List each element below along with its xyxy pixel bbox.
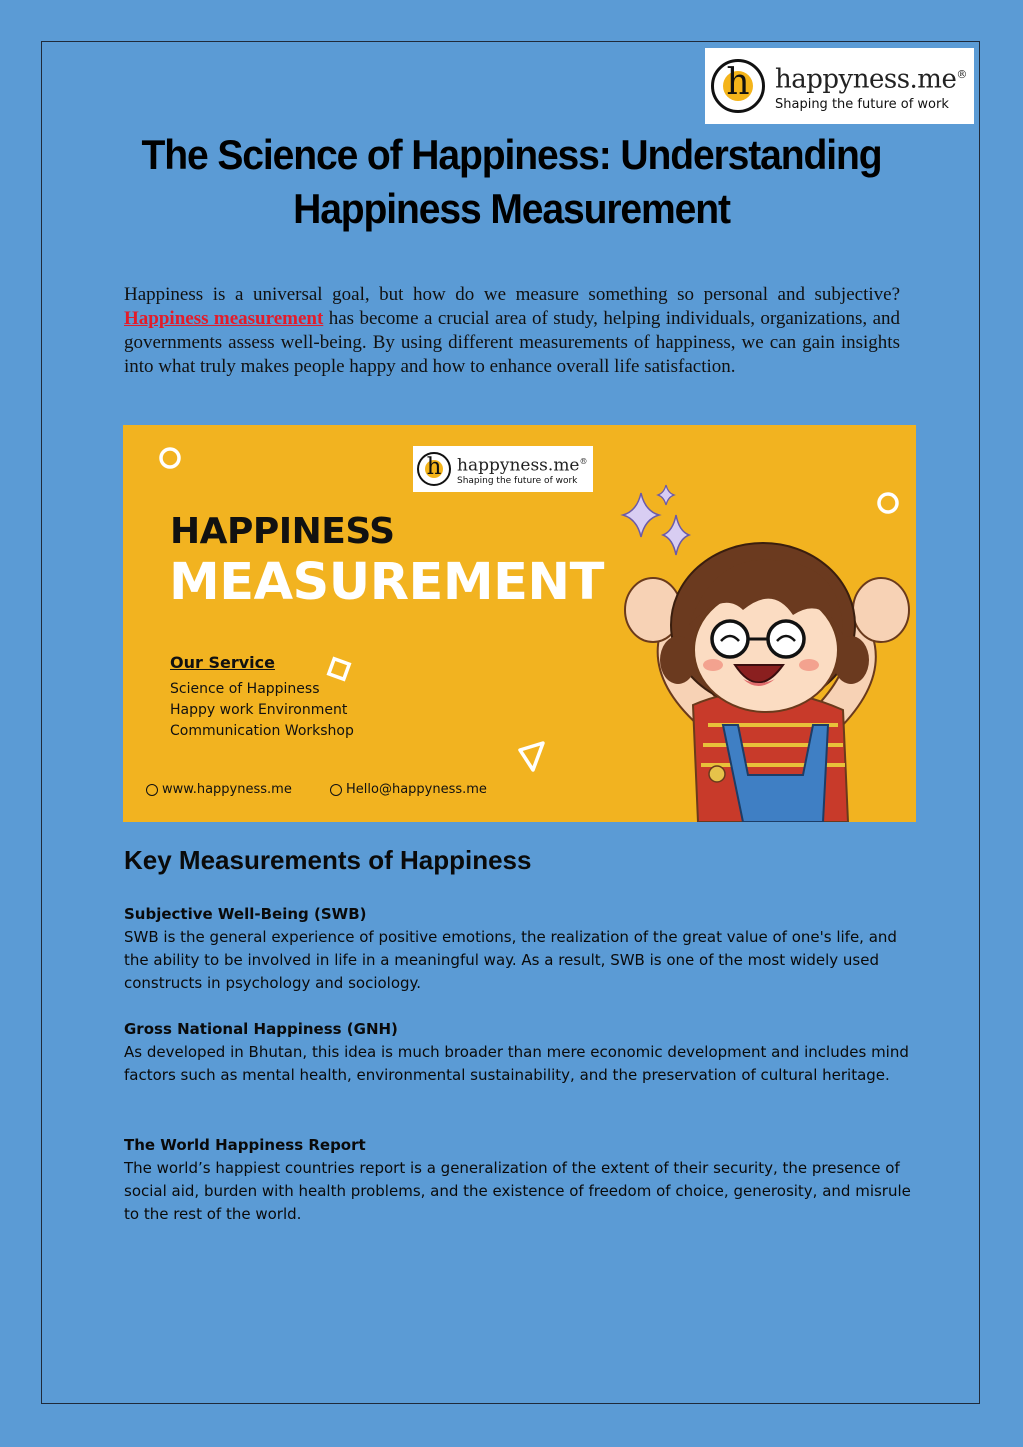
measurement-heading: The World Happiness Report [124, 1136, 366, 1154]
intro-paragraph: Happiness is a universal goal, but how do we measure something so personal and subjective? Happiness measurement has become a crucial area of study, helping individuals, organizations, and governments assess well-being. By using different measurements of happiness, we can gain insights into what truly makes people happy and how to enhance overall life satisfaction. [124, 284, 900, 377]
logo-tagline: Shaping the future of work [775, 96, 949, 112]
service-item: Happy work Environment [170, 702, 348, 718]
banner-website: www.happyness.me [146, 782, 292, 797]
banner-service-list [170, 679, 354, 742]
banner-logo-mark-icon: h [416, 451, 452, 487]
measurement-text: As developed in Bhutan, this idea is much broader than mere economic development and includes mind factors such as mental health, environmental sustainability, and the preservation of cultural heritage. [124, 1043, 909, 1084]
section-title: Key Measurements of Happiness [124, 845, 532, 875]
measurement-text: SWB is the general experience of positive emotions, the realization of the great value of one's life, and the ability to be involved in life in a meaningful way. As a result, SWB is one of the most widely used constructs in psychology and sociology. [124, 928, 897, 992]
measurement-heading: Gross National Happiness (GNH) [124, 1020, 398, 1038]
service-item: Science of Happiness [170, 681, 320, 697]
banner-logo: h happyness.me® Shaping the future of work [413, 446, 593, 492]
mail-icon [330, 784, 342, 796]
globe-icon [146, 784, 158, 796]
service-item: Communication Workshop [170, 723, 354, 739]
measurement-text: The world’s happiest countries report is a generalization of the extent of their security, the presence of social aid, burden with health problems, and the existence of freedom of choice, generosity, and misrule to the rest of the world. [124, 1159, 911, 1223]
measurement-item-swb [124, 903, 914, 995]
measurement-heading: Subjective Well-Being (SWB) [124, 905, 367, 923]
measurement-item-gnh [124, 1018, 914, 1087]
logo-mark-icon: h [709, 57, 767, 115]
measurement-item-whr [124, 1134, 914, 1226]
logo-name: happyness.me® [775, 64, 967, 95]
page-title: The Science of Happiness: Understanding Happiness Measurement [141, 131, 882, 232]
banner-heading-1: HAPPINESS [170, 511, 395, 552]
banner-email: Hello@happyness.me [330, 782, 487, 797]
banner-service-title: Our Service [170, 653, 275, 672]
hero-banner [123, 425, 916, 822]
banner-heading-2: MEASUREMENT [169, 553, 604, 612]
happiness-measurement-link[interactable]: Happiness measurement [124, 308, 324, 329]
brand-logo [705, 48, 974, 124]
